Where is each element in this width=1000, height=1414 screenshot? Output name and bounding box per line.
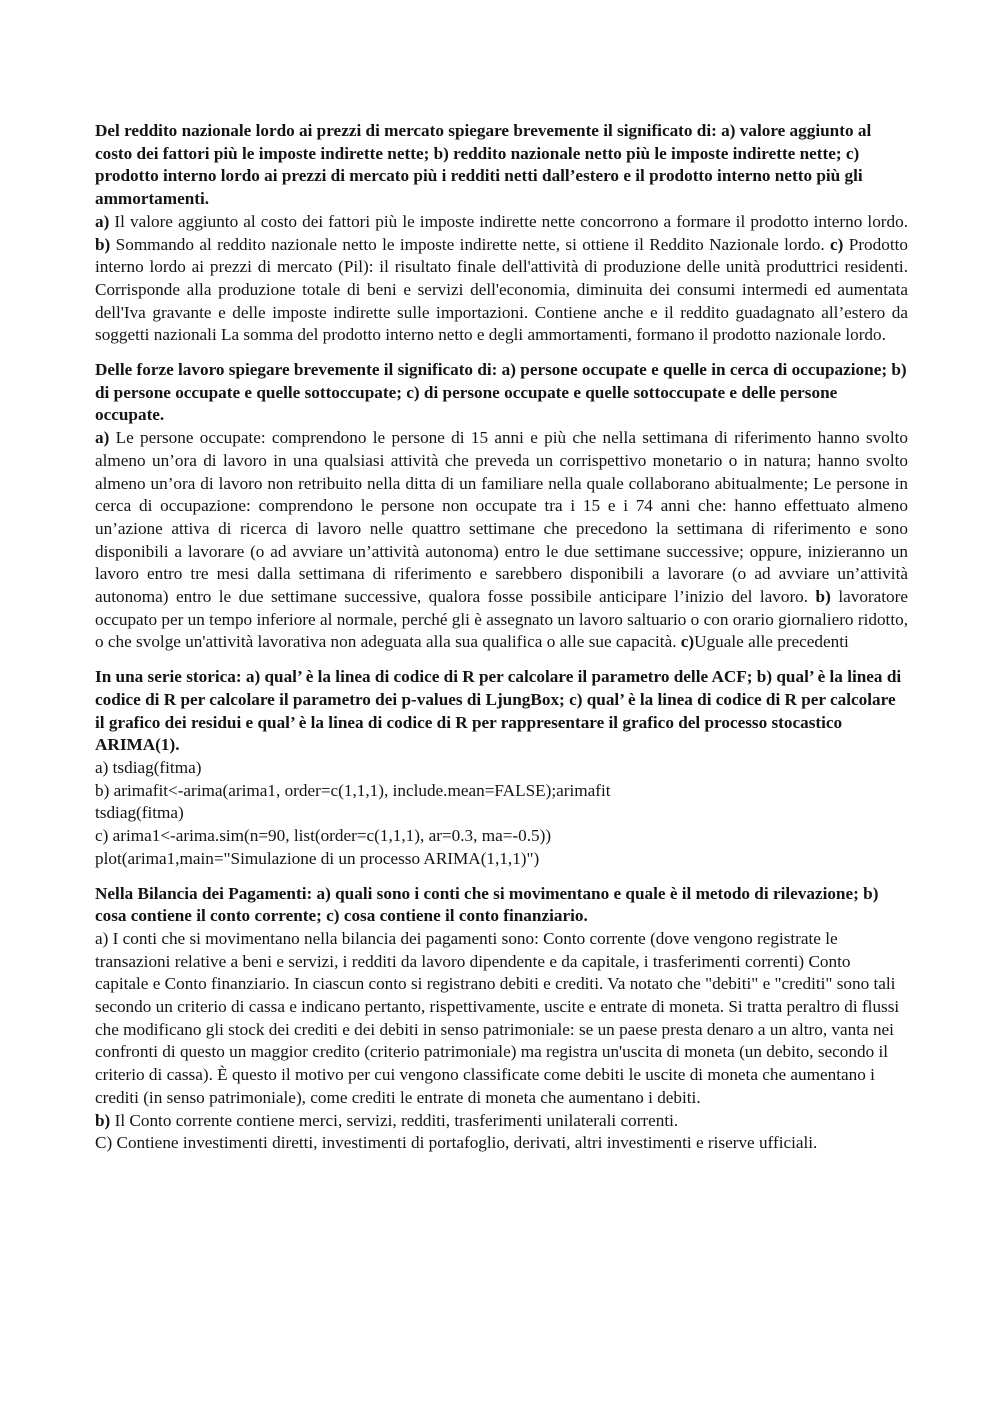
section-bilancia-pagamenti [95, 883, 908, 1155]
answer-paragraph-c: C) Contiene investimenti diretti, investimenti di portafoglio, derivati, altri investimenti e riserve ufficiali. [95, 1133, 818, 1153]
answer-label-b: b) [95, 234, 111, 254]
answer-text-c: Uguale alle precedenti [694, 632, 849, 652]
answer-paragraph-b [95, 1110, 908, 1133]
code-line: c) arima1<-arima.sim(n=90, list(order=c(1,1,1), ar=0.3, ma=-0.5)) [95, 826, 552, 846]
question-heading: Del reddito nazionale lordo ai prezzi di mercato spiegare brevemente il significato di: a) valore aggiunto al costo dei fattori più le imposte indirette nette; b) reddito nazionale netto più le imposte indirette nette; c) prodotto interno lordo ai prezzi di mercato più i redditi netti dall’estero e il prodotto interno netto più gli ammortamenti. [95, 121, 872, 209]
answer-paragraph [95, 211, 908, 347]
answer-text-b: lavoratore occupato per un tempo inferiore al normale, perché gli è assegnato un lavoro saltuario o con orario giornaliero ridotto, o che svolge un'attività lavorativa non adeguata alla sua qualifica o alle sue capacità. [95, 587, 908, 652]
answer-label-c: c) [680, 632, 695, 652]
answer-label-b: b) [815, 587, 831, 607]
section-forze-lavoro [95, 359, 908, 654]
question-heading: Nella Bilancia dei Pagamenti: a) quali sono i conti che si movimentano e quale è il metodo di rilevazione; b) cosa contiene il conto corrente; c) cosa contiene il conto finanziario. [95, 883, 879, 926]
answer-text-b: Sommando al reddito nazionale netto le imposte indirette nette, si ottiene il Reddito Nazionale lordo. [110, 234, 831, 254]
answer-text-b: Il Conto corrente contiene merci, servizi, redditi, trasferimenti unilaterali correnti. [110, 1110, 679, 1130]
question-heading: Delle forze lavoro spiegare brevemente il significato di: a) persone occupate e quelle in cerca di occupazione; b) di persone occupate e quelle sottoccupate; c) di persone occupate e quelle sottoccupate e delle persone occupate. [95, 360, 907, 425]
code-line: b) arimafit<-arima(arima1, order=c(1,1,1), include.mean=FALSE);arimafit [95, 780, 611, 800]
answer-text-c: Prodotto interno lordo ai prezzi di mercato (Pil): il risultato finale dell'attività di produzione delle unità produttrici residenti. Corrisponde alla produzione totale di beni e servizi dell'economia, diminuita dei consumi intermedi ed aumentata dell'Iva gravante e delle imposte indirette sulle importazioni. Contiene anche e il reddito guadagnato all’estero da soggetti nazionali La somma del prodotto interno netto e degli ammortamenti, formano il prodotto nazionale lordo. [95, 234, 908, 345]
answer-paragraph [95, 427, 908, 654]
answer-text-a: Il valore aggiunto al costo dei fattori più le imposte indirette nette concorrono a formare il prodotto interno lordo. [109, 211, 908, 231]
question-heading: In una serie storica: a) qual’ è la linea di codice di R per calcolare il parametro delle ACF; b) qual’ è la linea di codice di R per calcolare il parametro dei p-values di LjungBox; c) qual’ è la linea di codice di R per calcolare il grafico dei residui e qual’ è la linea di codice di R per rappresentare il grafico del processo stocastico ARIMA(1). [95, 667, 902, 755]
code-line: a) tsdiag(fitma) [95, 757, 202, 777]
answer-label-b: b) [95, 1110, 111, 1130]
code-line: plot(arima1,main="Simulazione di un processo ARIMA(1,1,1)") [95, 848, 540, 868]
answer-paragraph-a: a) I conti che si movimentano nella bilancia dei pagamenti sono: Conto corrente (dove vengono registrate le transazioni relative a beni e servizi, i redditi da lavoro dipendente e da capitale, i trasferimenti correnti) Conto capitale e Conto finanziario. In ciascun conto si registrano debiti e crediti. Va notato che "debiti" e "crediti" sono tali secondo un criterio di cassa e indicano pertanto, rispettivamente, uscite e entrate di moneta. Si tratta peraltro di flussi che modificano gli stock dei crediti e dei debiti in senso patrimoniale: se un paese presta denaro a un altro, vanta nei confronti di questo un maggior credito (criterio patrimoniale) ma registra un'uscita di moneta (un debito, secondo il criterio di cassa). È questo il motivo per cui vengono classificate come debiti le uscite di moneta che aumentano i crediti (in senso patrimoniale), come crediti le entrate di moneta che aumentano i debiti. [95, 928, 900, 1107]
section-reddito-nazionale [95, 120, 908, 347]
code-line: tsdiag(fitma) [95, 803, 184, 823]
answer-text-a: Le persone occupate: comprendono le persone di 15 anni e più che nella settimana di riferimento hanno svolto almeno un’ora di lavoro in una qualsiasi attività che preveda un corrispettivo monetario o in natura; hanno svolto almeno un’ora di lavoro non retribuito nella ditta di un familiare nella quale collaborano abitualmente; Le persone in cerca di occupazione: comprendono le persone non occupate tra i 15 e i 74 anni che: hanno effettuato almeno un’azione attiva di ricerca di lavoro nelle quattro settimane che precedono la settimana di riferimento e sono disponibili a lavorare (o ad avviare un’attività autonoma) entro le due settimane successive; oppure, inizieranno un lavoro entro tre mesi dalla settimana di riferimento e sarebbero disponibili a lavorare (o ad avviare un’attività autonoma) entro le due settimane successive, qualora fosse possibile anticipare l’inizio del lavoro. [95, 428, 908, 607]
answer-label-a: a) [95, 211, 110, 231]
section-serie-storica [95, 666, 908, 870]
answer-label-c: c) [830, 234, 844, 254]
answer-label-a: a) [95, 428, 110, 448]
